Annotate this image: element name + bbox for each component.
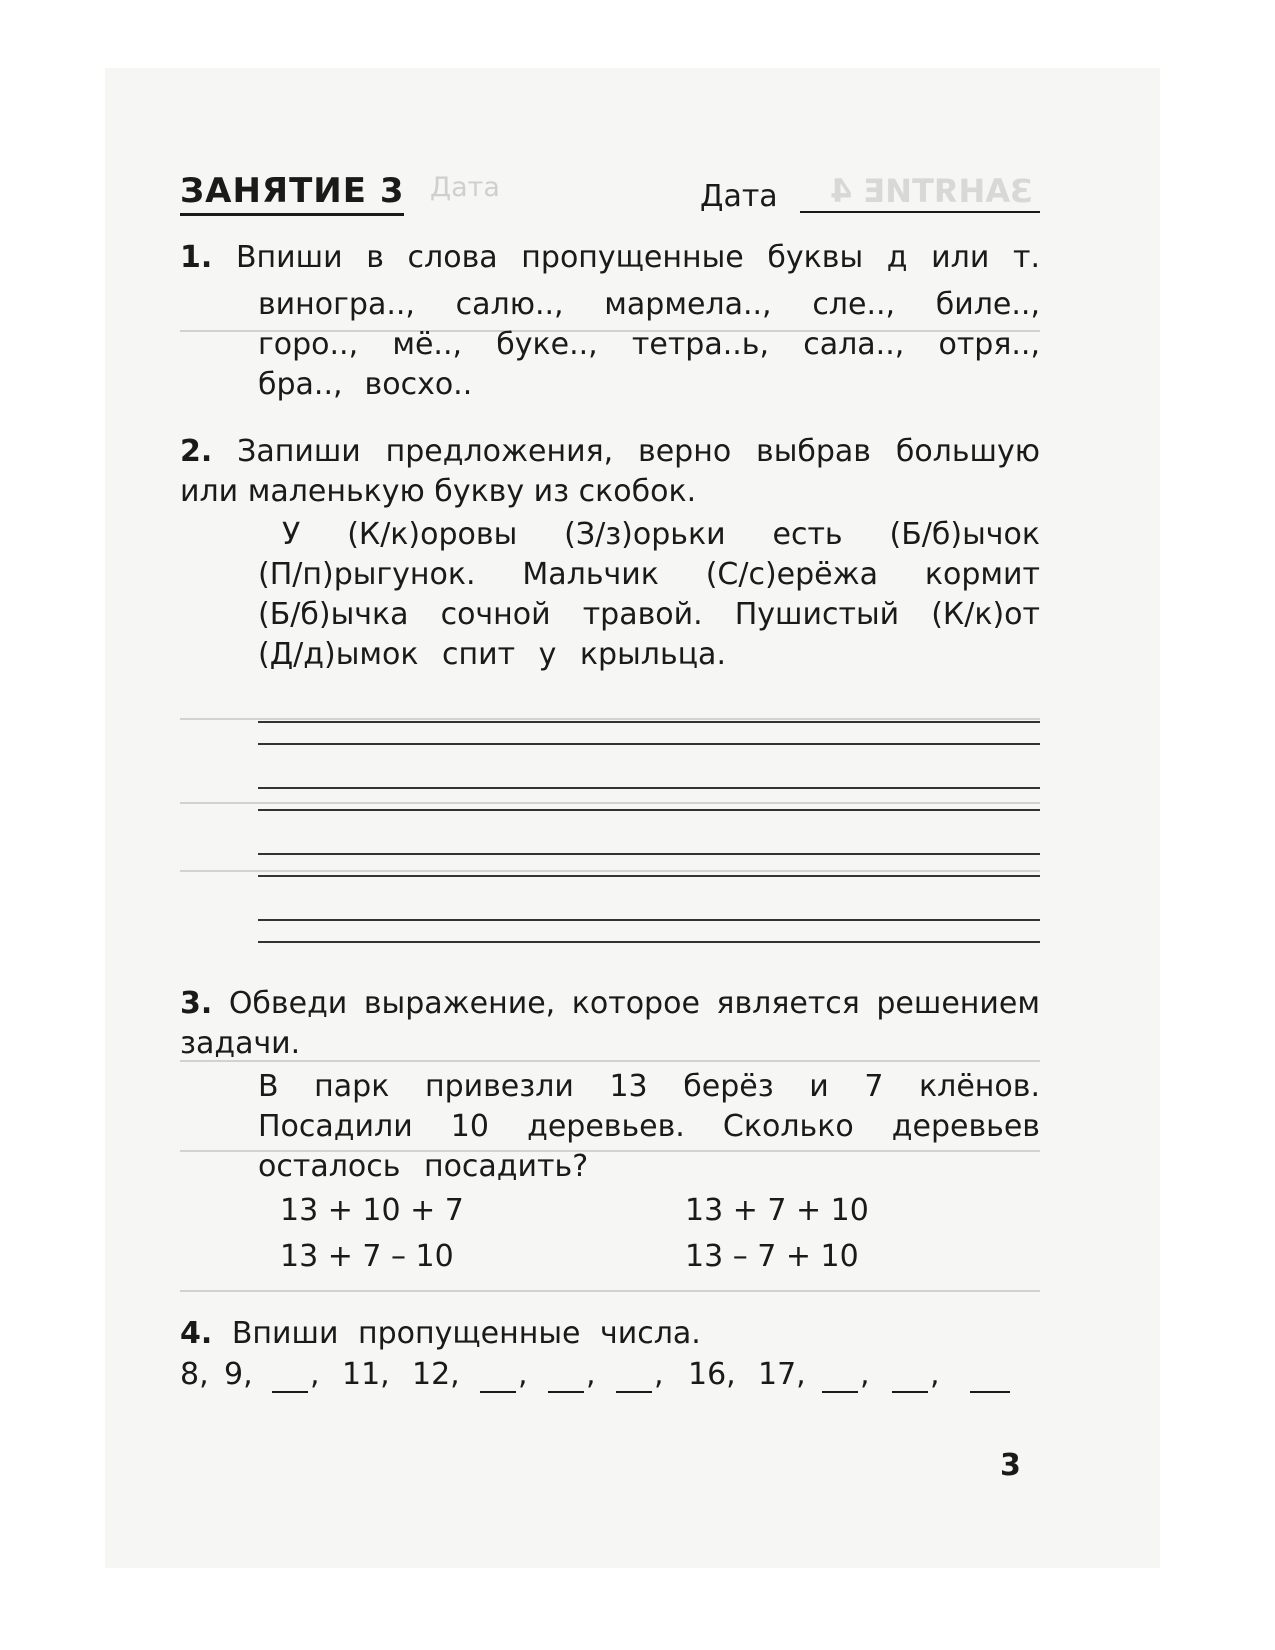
text-line [258,635,1040,675]
number-blank[interactable] [272,1391,308,1393]
word-item: тетра..ь, [631,327,770,362]
word-item: мё.., [392,327,463,362]
word-item: сле.., [812,287,896,322]
word-item: виногра.., [258,287,415,322]
sequence-number: 9, [224,1357,253,1392]
page-number: 3 [1000,1448,1021,1483]
word-item: биле.., [935,287,1040,322]
text-line [258,555,1040,595]
task4-text: Впиши пропущенные числа. [231,1316,701,1351]
writing-line[interactable] [258,941,1040,943]
expression-option[interactable]: 13 + 7 – 10 [280,1239,454,1274]
problem-line-content: Посадили 10 деревьев. Сколько деревьев [258,1109,1040,1144]
number-blank[interactable] [822,1391,858,1393]
sequence-comma: , [860,1357,870,1392]
sequence-number: 8, [180,1357,209,1392]
text-line-content: (П/п)рыгунок. Мальчик (С/с)ерёжа кормит [258,557,1040,592]
problem-line [258,1107,1040,1147]
task3-instruction-line1 [180,983,1040,1025]
task4-number: 4. [180,1316,213,1351]
word-row [258,285,1040,325]
sequence-comma: , [310,1357,320,1392]
task2-text-block [258,515,1040,675]
sequence-comma: , [518,1357,528,1392]
problem-line [258,1147,1040,1187]
word-item: сала.., [803,327,905,362]
word-item: отря.., [938,327,1040,362]
word-item: буке.., [496,327,598,362]
text-line-content: У (К/к)оровы (З/з)орьки есть (Б/б)ычок [282,517,1040,552]
writing-line[interactable] [258,787,1040,789]
number-blank[interactable] [616,1391,652,1393]
number-sequence [180,1357,1040,1407]
task3-problem [258,1067,1040,1187]
number-blank[interactable] [548,1391,584,1393]
word-item: горо.., [258,327,359,362]
writing-line[interactable] [258,721,1040,723]
task1-text: Впиши в слова пропущенные буквы д или т. [235,240,1040,275]
sequence-number: 12, [412,1357,460,1392]
problem-line-content: осталось посадить? [258,1149,589,1184]
word-item: салю.., [455,287,564,322]
lesson-title: ЗАНЯТИЕ 3 [180,171,404,216]
sequence-number: 16, [688,1357,736,1392]
writing-line[interactable] [258,919,1040,921]
writing-line[interactable] [258,809,1040,811]
expression-option[interactable]: 13 + 10 + 7 [280,1193,464,1228]
task1-word-list [258,285,1040,405]
text-line [258,515,1040,555]
page-header [180,165,1040,225]
expression-option[interactable]: 13 + 7 + 10 [685,1193,869,1228]
number-blank[interactable] [970,1391,1010,1393]
number-blank[interactable] [480,1391,516,1393]
task4-instruction [180,1313,1040,1355]
sequence-comma: , [654,1357,664,1392]
expression-option[interactable]: 13 – 7 + 10 [685,1239,859,1274]
number-blank[interactable] [892,1391,928,1393]
sequence-number: 11, [342,1357,390,1392]
sequence-number: 17, [758,1357,806,1392]
task3-text: Обведи выражение, которое является решением [228,986,1040,1021]
word-row [258,325,1040,365]
word-item: восхо.. [364,367,473,402]
task2-number: 2. [180,434,213,469]
sequence-comma: , [586,1357,596,1392]
writing-line[interactable] [258,853,1040,855]
writing-line[interactable] [258,743,1040,745]
word-row [258,365,1040,405]
text-line [258,595,1040,635]
text-line-content: (Б/б)ычка сочной травой. Пушистый (К/к)от [258,597,1040,632]
task3-instruction-line2: задачи. [180,1026,301,1061]
problem-line-content: В парк привезли 13 берёз и 7 клёнов. [258,1069,1040,1104]
task2-instruction-line2: или маленькую букву из скобок. [180,474,697,509]
date-label: Дата [700,179,778,214]
word-item: мармела.., [604,287,772,322]
text-line-content: (Д/д)ымок спит у крыльца. [258,637,726,672]
task1-number: 1. [180,240,213,275]
task3-number: 3. [180,986,213,1021]
writing-line[interactable] [258,875,1040,877]
task1-instruction [180,237,1040,279]
date-field-line [800,211,1040,213]
word-item: бра.., [258,367,343,402]
task2-instruction-line1 [180,431,1040,473]
sequence-comma: , [930,1357,940,1392]
task2-text: Запиши предложения, верно выбрав большую [237,434,1040,469]
problem-line [258,1067,1040,1107]
